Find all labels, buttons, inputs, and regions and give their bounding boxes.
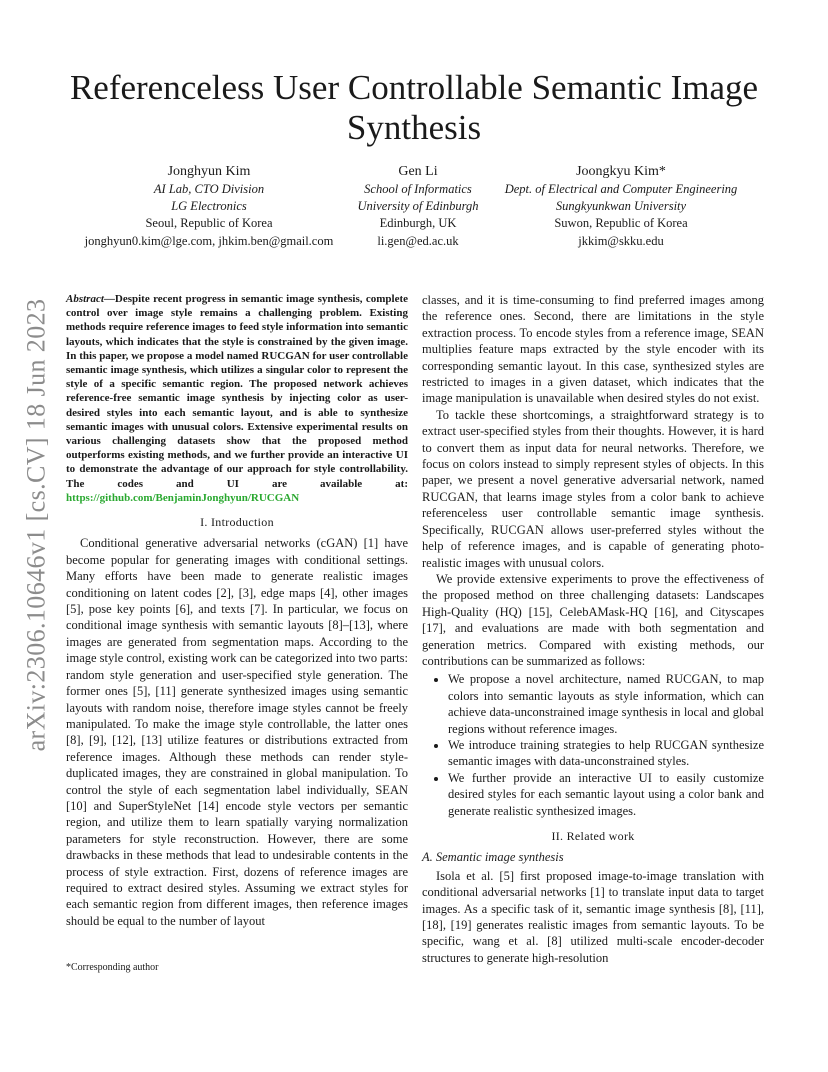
author-affiliation: Dept. of Electrical and Computer Engineering	[504, 182, 738, 196]
intro-paragraph: Conditional generative adversarial networks (cGAN) [1] have become popular for generating images with conditional settings. Many efforts have been made to generate realistic images conditioning on latent codes [2], [3], edge maps [4], other images [5], pose key points [6], and texts [7]. In particular, we focus on conditional image synthesis with semantic layouts [8]–[13], where images are generated from segmentation maps. According to the image style control, existing work can be categorized into two parts: random style generation and user-specified style generation. The former ones [5], [11] generate synthesized images using semantic layouts with random noise, therefore image styles cannot be freely manipulated. To make the image style controllable, the latter ones [8], [9], [12], [13] utilize features or distributions extracted from reference images. Although these methods can render style-duplicated images, they are constrained in global manipulation. To control the style of each segmentation label individually, SEAN [10] and SuperStyleNet [14] encode style vectors per semantic region, and utilize them to learn spatially varying normalization parameters for style reconstruction. However, there are some drawbacks in these methods that lead to undesirable contents in the process of style extraction. First, dozens of reference images are required to extract desired styles. Assuming we extract styles for each semantic region from different images, then reference images should be equal to the number of layout	[66, 536, 408, 928]
author-location: Suwon, Republic of Korea	[554, 216, 688, 231]
author-affiliation: Sungkyunkwan University	[555, 199, 687, 214]
paper-title: Referenceless User Controllable Semantic Image Synthesis	[69, 68, 759, 147]
list-item: • We introduce training strategies to help RUCGAN synthesize semantic images with data-unconstrained styles.	[448, 737, 764, 770]
contribution-list	[422, 671, 764, 819]
author-email: jkkim@skku.edu	[578, 233, 664, 248]
list-item: • We further provide an interactive UI to easily customize desired styles for each semantic layout using a color bank and generate realistic synthesized images.	[448, 770, 764, 819]
author-block-3	[486, 162, 756, 250]
intro-paragraph: We provide extensive experiments to prove the effectiveness of the proposed method on three challenging datasets: Landscapes High-Quality (HQ) [15], CelebAMask-HQ [16], and Cityscapes [17], and evaluations are made with both segmentation and generation metrics. Compared with existing methods, our contributions can be summarized as follows:	[422, 571, 764, 668]
author-affiliation: AI Lab, CTO Division	[153, 182, 265, 196]
author-name: Jonghyun Kim	[167, 164, 251, 179]
author-name: Joongkyu Kim*	[576, 164, 666, 179]
abstract-lead: Abstract	[66, 293, 104, 305]
intro-paragraph: To tackle these shortcomings, a straightforward strategy is to extract user-specified styles from their thoughts. However, it is hard to convert them as input data for neural networks. Therefore, we focus on colors instead to simply represent styles of objects. In this paper, we present a novel generative adversarial network, named RUCGAN, that learns image styles from a color bank to achieve referenceless user controllable semantic image synthesis. Specifically, RUCGAN allows user-preferred styles without the help of reference images, and is capable of generating photo-realistic images with unusual colors.	[422, 407, 764, 570]
author-block-1	[68, 162, 350, 250]
author-name: Gen Li	[398, 164, 438, 179]
author-location: Seoul, Republic of Korea	[145, 216, 273, 231]
code-link[interactable]: https://github.com/BenjaminJonghyun/RUCGAN	[66, 491, 300, 504]
section-heading-related-work: II. Related work	[551, 829, 635, 843]
abstract-text: —Despite recent progress in semantic image synthesis, complete control over image style remains a challenging problem. Existing methods require reference images to feed style information into semantic layouts, which indicates that the style is constrained by the given image. In this paper, we propose a model named RUCGAN for user controllable semantic image synthesis, which utilizes a singular color to represent the style of a specific semantic region. The proposed network achieves reference-free semantic image synthesis by injecting color as user-desired styles into each semantic layout, and is able to synthesize semantic images with unusual colors. Extensive experimental results on various challenging datasets show that the proposed method outperforms existing methods, and we further provide an interactive UI to demonstrate the advantage of our approach for style controllability. The codes and UI are available at:	[66, 293, 408, 490]
related-paragraph: Isola et al. [5] first proposed image-to-image translation with conditional adversarial networks [1] to translate input data to target images. As a specific task of it, semantic image synthesis [8], [11], [18], [19] generates realistic images from semantic layouts. To be specific, wang et al. [8] utilized multi-scale encoder-decoder structures to generate high-resolution	[422, 868, 764, 965]
intro-paragraph-continued: classes, and it is time-consuming to find preferred images among the reference ones. Second, there are limitations in the style extraction process. To encode styles from a reference image, SEAN multiplies feature maps extracted by the style encoder with its corresponding semantic layout. In this case, synthesized styles are restricted to images in a given dataset, which indicates that the image manipulation is unavailable when desired styles do not exist.	[422, 293, 764, 406]
abstract	[66, 292, 408, 505]
author-block-2	[350, 162, 486, 250]
arxiv-identifier: arXiv:2306.10646v1 [cs.CV] 18 Jun 2023	[21, 298, 50, 752]
section-heading-introduction: I. Introduction	[200, 515, 274, 530]
right-column	[422, 292, 764, 966]
author-affiliation: LG Electronics	[171, 199, 247, 214]
footnote: *Corresponding author	[66, 962, 159, 973]
arxiv-watermark	[16, 290, 56, 760]
subsection-heading: A. Semantic image synthesis	[422, 850, 564, 865]
author-affiliation: School of Informatics	[364, 182, 472, 196]
author-email: jonghyun0.kim@lge.com, jhkim.ben@gmail.com	[84, 233, 334, 248]
author-location: Edinburgh, UK	[379, 216, 457, 231]
left-column	[66, 292, 408, 929]
author-email: li.gen@ed.ac.uk	[377, 233, 459, 248]
author-affiliation: University of Edinburgh	[357, 199, 479, 214]
list-item: • We propose a novel architecture, named RUCGAN, to map colors into semantic layouts as style information, which can achieve data-unconstrained image synthesis in local and global regions without reference images.	[448, 671, 764, 737]
